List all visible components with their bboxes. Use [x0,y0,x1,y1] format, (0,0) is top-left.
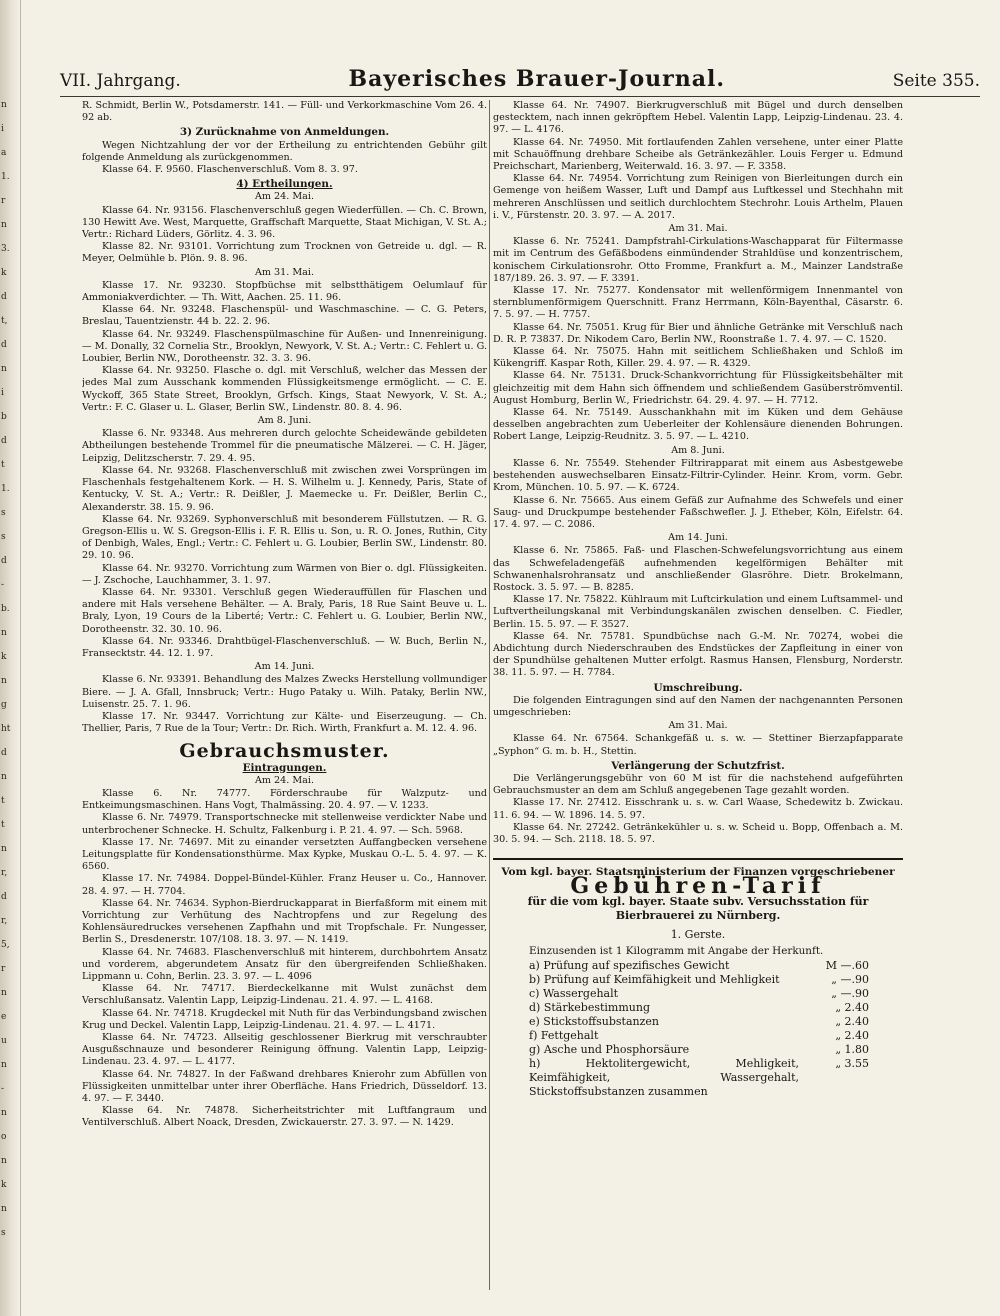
entry-paragraph: Klasse 6. Nr. 75549. Stehender Filtrirapparat mit einem aus Asbestgewebe bestehenden auswechselbaren Einsatz-Filtrir-Cylinder. Heinr. Krom, vorm. Gebr. Krom, München. 10. 5. 97. — K. 6724. [493,457,903,494]
entry-paragraph: Klasse 64. Nr. 75075. Hahn mit seitlichem Schließhaken und Schloß im Kükengriff. Kaspar Roth, Killer. 29. 4. 97. — R. 4329. [493,346,903,370]
entry-paragraph: Klasse 64. Nr. 74950. Mit fortlaufenden Zahlen versehene, unter einer Platte mit Schauöffnung drehbare Scheibe als Getränkezähler. Louis Ferger u. Edmund Preichschart, Marienberg, Weiterwald. 16. 3. 97. — F. 3358. [493,136,903,173]
gutter-fragment: k [1,268,7,278]
gutter-fragment: n [1,364,7,374]
entry-paragraph: Klasse 6. Nr. 93391. Behandlung des Malzes Zwecks Herstellung vollmundiger Biere. — J. A. Gfall, Innsbruck; Vertr.: Hugo Pataky u. Wilh. Pataky, Berlin NW., Luisenstr. 25. 7. 1. 96. [82,674,487,710]
gutter-fragment: s [1,1228,6,1238]
gutter-fragment: r [1,964,6,974]
date-heading: Am 8. Juni. [257,415,312,427]
entry-paragraph: Klasse 64. Nr. 67564. Schankgefäß u. s. w. — Stettiner Bierzapfapparate „Syphon“ G. m. b. H., Stettin. [493,733,903,757]
entry-paragraph: Klasse 64. Nr. 75051. Krug für Bier und ähnliche Getränke mit Verschluß nach D. R. P. 73837. Dr. Nikodem Caro, Berlin NW., Roonstraße 1. 7. 4. 97. — C. 1520. [493,321,903,345]
gutter-fragment: n [1,676,7,686]
date-heading: Am 31. Mai. [668,223,728,235]
fee-price: „ 1.80 [835,1043,869,1056]
entry-paragraph: Klasse 64. Nr. 74827. In der Faßwand drehbares Knierohr zum Abfüllen von Flüssigkeiten unmittelbar unter ihrer Oberfläche. Hans Friedrich, Düsseldorf. 13. 4. 97. — F. 3440. [82,1068,487,1105]
entry-paragraph: Klasse 64. Nr. 93268. Flaschenverschluß mit zwischen zwei Vorsprüngen im Flaschenhals festgehaltenem Kork. — H. S. Wilhelm u. J. Kennedy, Paris, State of Kentucky, V. St. A.; Vertr.: R. Deißler, J. Maemecke u. Fr. Deißler, Berlin C., Alexanderstr. 38. 15. 9. 96. [82,464,487,513]
gutter-fragment: 1. [1,484,10,494]
entry-paragraph: Klasse 64. Nr. 93301. Verschluß gegen Wiederauffüllen für Flaschen und andere mit Hals versehene Behälter. — A. Braly, Paris, 18 Rue Saint Beuve u. L. Braly, Lyon, 19 Cours de la Liberté; Vertr.: C. Fehlert u. G. Loubier, Berlin NW., Dorotheenstr. 32. 30. 10. 96. [82,586,487,635]
fee-label: f) Fettgehalt [529,1029,599,1042]
gutter-fragment: d [1,748,7,758]
gutter-fragment: s [1,532,6,542]
gutter-fragment: n [1,100,7,110]
gutter-fragment: - [1,1084,5,1094]
column-divider [489,100,490,1290]
fee-row [529,1043,869,1057]
fee-row [529,959,869,973]
fee-tariff-box [493,858,903,1099]
gutter-fragment: 3. [1,244,10,254]
gutter-fragment: d [1,892,7,902]
entry-paragraph: Klasse 17. Nr. 93230. Stopfbüchse mit selbstthätigem Oelumlauf für Ammoniakverdichter. — Th. Witt, Aachen. 25. 11. 96. [82,279,487,304]
entry-paragraph: Klasse 6. Nr. 75665. Aus einem Gefäß zur Aufnahme des Schwefels und einer Saug- und Druckpumpe bestehender Faßschwefler. J. J. Etheber, Köln, Eifelstr. 64. 17. 4. 97. — C. 2086. [493,494,903,530]
gutter-fragment: r, [1,868,8,878]
date-heading: Am 31. Mai. [254,266,315,278]
entry-paragraph: Klasse 64. Nr. 75131. Druck-Schankvorrichtung für Flüssigkeitsbehälter mit gleichzeitig mit dem Hahn sich öffnendem und schließendem Gasüberströmventil. August Homburg, Berlin W., Friedrichstr. 64. 29. 4. 97. — H. 7712. [493,370,903,406]
entry-paragraph: Klasse 17. Nr. 75822. Kühlraum mit Luftcirkulation und einem Luftsammel- und Luftvertheilungskanal mit Verbindungskanälen zwischen denselben. C. Fiedler, Berlin. 15. 5. 97. — F. 3527. [493,594,903,630]
gutter-fragment: t, [1,316,8,326]
fee-price: „ 2.40 [835,1029,869,1042]
gutter-fragment: n [1,1156,7,1166]
fee-label: d) Stärkebestimmung [529,1001,650,1014]
entry-paragraph: Klasse 64. Nr. 93248. Flaschenspül- und Waschmaschine. — C. G. Peters, Breslau, Tauentzienstr. 44 b. 22. 2. 96. [82,304,487,328]
fee-label: c) Wassergehalt [529,987,619,1000]
gutter-fragment: ht [1,724,11,734]
entry-paragraph: Klasse 6. Nr. 93348. Aus mehreren durch gelochte Scheidewände gebildeten Abtheilungen bestehende Trommel für die pneumatische Mälzerei. — C. H. Jäger, Leipzig, Delitzscherstr. 7. 29. 4. 95. [82,428,487,464]
fee-label: h) Hektolitergewicht, Mehligkeit, Keimfähigkeit, Wassergehalt, Stickstoffsubstanzen zusammen [529,1057,799,1098]
gutter-fragment: n [1,772,7,782]
gutter-fragment: d [1,556,7,566]
entry-paragraph: Klasse 17. Nr. 75277. Kondensator mit wellenförmigem Innenmantel von sternblumenförmigem Querschnitt. Franz Herrmann, Köln-Bayenthal, Cäsarstr. 6. 7. 5. 97. — H. 7757. [493,285,903,321]
fee-price: M —.60 [825,959,869,972]
tariff-section: 1. Gerste. [670,927,726,941]
gutter-fragment: - [1,580,5,590]
gutter-fragment: k [1,1180,7,1190]
entry-paragraph: Klasse 64. Nr. 74718. Krugdeckel mit Nuth für das Verbindungsband zwischen Krug und Deckel. Valentin Lapp, Leipzig-Lindenau. 21. 4. 97. — L. 4171. [82,1007,487,1031]
entry-paragraph: Klasse 64. Nr. 93269. Syphonverschluß mit besonderem Füllstutzen. — R. G. Gregson-Ellis u. W. S. Gregson-Ellis i. F. R. Ellis u. Son, u. R. O. Jones, Ruthin, City of Denbigh, Wales, Engl.; Vertr.: C. Fehlert u. G. Loubier, Berlin SW., Lindenstr. 80. 29. 10. 96. [82,513,487,562]
entry-paragraph: Klasse 6. Nr. 75241. Dampfstrahl-Cirkulations-Waschapparat für Filtermasse mit im Centrum des Gefäßbodens einmündender Strahldüse und konzentrischem, konischem Cirkulationsrohr. Otto Fromme, Frankfurt a. M., Mainzer Landstraße 187/189. 26. 3. 97. — F. 3391. [493,236,903,284]
fee-row [529,1001,869,1015]
entry-paragraph: Klasse 64. Nr. 74954. Vorrichtung zum Reinigen von Bierleitungen durch ein Gemenge von heißem Wasser, Luft und Dampf aus Luftkessel und Stechhahn mit mehreren Anschlüssen und seitlich durchlochtem Stechrohr. Louis Arthelm, Plauen i. V., Fürstenstr. 20. 3. 97. — A. 2017. [493,173,903,221]
entry-paragraph: Die folgenden Eintragungen sind auf den Namen der nachgenannten Personen umgeschrieben: [493,694,903,718]
gutter-fragment: n [1,1060,7,1070]
entry-paragraph: Klasse 64. F. 9560. Flaschenverschluß. Vom 8. 3. 97. [102,164,358,176]
entry-paragraph: Klasse 64. Nr. 93156. Flaschenverschluß gegen Wiederfüllen. — Ch. C. Brown, 130 Hewitt Ave. West, Marquette, Graffschaft Marquette, Staat Michigan, V. St. A.; Vertr.: Richard Lüders, Görlitz. 4. 3. 96. [82,204,487,241]
section-heading: 4) Ertheilungen. [236,178,333,191]
entry-paragraph: Klasse 64. Nr. 27242. Getränkekühler u. s. w. Scheid u. Bopp, Offenbach a. M. 30. 5. 94. — Sch. 2118. 18. 5. 97. [493,821,903,845]
tariff-title: Gebühren-Tarif [570,873,826,900]
entry-paragraph: Klasse 64. Nr. 74723. Allseitig geschlossener Bierkrug mit verschraubter Ausgußschnauze und besonderer Reinigung öffnung. Valentin Lapp, Leipzig-Lindenau. 23. 4. 97. — L. 4177. [82,1032,487,1068]
entry-paragraph: Klasse 64. Nr. 75781. Spundbüchse nach G.-M. Nr. 70274, wobei die Abdichtung durch Niederschrauben des Endstückes der Zapfleitung in einer von der Spundhülse gehaltenen Mutter erfolgt. Rasmus Hansen, Flensburg, Norderstr. 38. 11. 5. 97. — H. 7784. [493,630,903,679]
gutter-fragment: 1. [1,172,10,182]
section-heading: Umschreibung. [653,681,743,694]
gutter-fragment: s [1,508,6,518]
date-heading: Am 31. Mai. [668,720,728,732]
volume-label: VII. Jahrgang. [60,71,181,91]
right-column [493,100,903,1290]
gutter-fragment: o [1,1132,7,1142]
date-heading: Am 24. Mai. [254,191,315,203]
entry-paragraph: Klasse 64. Nr. 74717. Bierdeckelkanne mit Wulst zunächst dem Verschlußansatz. Valentin Lapp, Leipzig-Lindenau. 21. 4. 97. — L. 4168. [82,983,487,1007]
gutter-fragment: i [1,388,4,398]
gutter-fragment: b. [1,604,10,614]
fee-label: e) Stickstoffsubstanzen [529,1015,659,1028]
gutter-fragment: n [1,844,7,854]
fee-label: g) Asche und Phosphorsäure [529,1043,690,1056]
fee-list [493,959,903,1099]
tariff-note: Einzusenden ist 1 Kilogramm mit Angabe der Herkunft. [529,944,824,957]
date-heading: Am 24. Mai. [254,774,315,786]
date-heading: Am 8. Juni. [671,444,725,456]
gutter-fragment: u [1,1036,7,1046]
entry-paragraph: Klasse 64. Nr. 75149. Ausschankhahn mit im Küken und dem Gehäuse desselben angebrachten zum Ueberleiter der Kohlensäure dienenden Bohrungen. Robert Lange, Leipzig-Reudnitz. 3. 5. 97. — L. 4210. [493,407,903,443]
entry-paragraph: Klasse 17. Nr. 74697. Mit zu einander versetzten Auffangbecken versehene Leitungsplatte für Kondensationsthürme. Max Kypke, Muskau O.-L. 5. 4. 97. — K. 6560. [82,836,487,873]
gutter-fragment: d [1,340,7,350]
entry-paragraph: R. Schmidt, Berlin W., Potsdamerstr. 141. — Füll- und Verkorkmaschine Vom 26. 4. 92 ab. [82,100,487,124]
journal-title: Bayerisches Brauer-Journal. [348,66,725,92]
entry-paragraph: Klasse 64. Nr. 93346. Drahtbügel-Flaschenverschluß. — W. Buch, Berlin N., Fransecktstr. 44. 12. 1. 97. [82,635,487,659]
entry-paragraph: Klasse 6. Nr. 74777. Förderschraube für Walzputz- und Entkeimungsmaschinen. Hans Vogt, Thalmässing. 20. 4. 97. — V. 1233. [82,787,487,812]
fee-price: „ —.90 [831,987,869,1000]
fee-price: „ 2.40 [835,1001,869,1014]
entry-paragraph: Klasse 64. Nr. 74907. Bierkrugverschluß mit Bügel und durch denselben gestecktem, nach innen gekröpftem Hebel. Valentin Lapp, Leipzig-Lindenau. 23. 4. 97. — L. 4176. [493,100,903,136]
gutter-fragment: r, [1,916,8,926]
section-heading: Verlängerung der Schutzfrist. [611,759,785,772]
left-column [82,100,487,1290]
fee-row [529,973,869,987]
binding-gutter [0,0,21,1316]
date-heading: Am 14. Juni. [254,661,315,673]
gutter-fragment: n [1,628,7,638]
page-header [60,66,980,97]
entry-paragraph: Klasse 64. Nr. 74683. Flaschenverschluß mit hinterem, durchbohrtem Ansatz und vorderem, abgerundetem Ansatz für den übergreifenden Schließhaken. Lippmann u. Cohn, Berlin. 23. 3. 97. — L. 4096 [82,946,487,983]
tariff-subtitle: für die vom kgl. bayer. Staate subv. Versuchsstation für Bierbrauerei zu Nürnberg. [527,894,869,922]
gutter-fragment: r [1,196,6,206]
section-heading: 3) Zurücknahme von Anmeldungen. [179,126,390,139]
entry-paragraph: Klasse 64. Nr. 93270. Vorrichtung zum Wärmen von Bier o. dgl. Flüssigkeiten. — J. Zschoche, Lauchhammer, 3. 1. 97. [82,562,487,586]
major-heading: Gebrauchsmuster. [179,740,390,763]
entry-paragraph: Klasse 64. Nr. 74878. Sicherheitstrichter mit Luftfangraum und Ventilverschluß. Albert Noack, Dresden, Zwickauerstr. 27. 3. 97. — N. 1429. [82,1105,487,1129]
fee-label: b) Prüfung auf Keimfähigkeit und Mehligkeit [529,973,780,986]
gutter-fragment: t [1,796,5,806]
entry-paragraph: Klasse 17. Nr. 74984. Doppel-Bündel-Kühler. Franz Heuser u. Co., Hannover. 28. 4. 97. — H. 7704. [82,873,487,897]
gutter-fragment: t [1,820,5,830]
gutter-fragment: e [1,1012,7,1022]
section-heading: Eintragungen. [242,761,327,774]
fee-row [529,987,869,1001]
date-heading: Am 14. Juni. [668,532,728,544]
fee-price: „ 3.55 [835,1057,869,1070]
entry-paragraph: Klasse 6. Nr. 75865. Faß- und Flaschen-Schwefelungsvorrichtung aus einem das Schwefeladengefäß aufnehmenden kegelförmigen Behälter mit Schwanenhalsrohransatz und anschließender Glasröhre. Dietr. Brokelmann, Rostock. 3. 5. 97. — B. 8285. [493,545,903,593]
entry-paragraph: Wegen Nichtzahlung der vor der Ertheilung zu entrichtenden Gebühr gilt folgende Anmeldung als zurückgenommen. [82,139,487,163]
gutter-fragment: n [1,220,7,230]
gutter-fragment: a [1,148,7,158]
gutter-fragment: n [1,1204,7,1214]
entry-paragraph: Klasse 64. Nr. 74634. Syphon-Bierdruckapparat in Bierfaßform mit einem mit Vorrichtung zur Verhütung des Nachtropfens und zur Regelung des Kohlensäuredruckes versehenen Zapfhahn und mit Tropfschale. Fr. Nungesser, Berlin S., Dresdenerstr. 107/108. 18. 3. 97. — N. 1419. [82,897,487,946]
gutter-fragment: g [1,700,7,710]
gutter-fragment: k [1,652,7,662]
gutter-fragment: t [1,460,5,470]
fee-row [529,1029,869,1043]
entry-paragraph: Klasse 64. Nr. 93249. Flaschenspülmaschine für Außen- und Innenreinigung. — M. Donally, 32 Cornelia Str., Brooklyn, Newyork, V. St. A.; Vertr.: C. Fehlert u. G. Loubier, Berlin NW., Dorotheenstr. 32. 3. 3. 96. [82,328,487,365]
right-column-entries [493,100,903,846]
gutter-fragment: 5, [1,940,10,950]
fee-row [529,1015,869,1029]
fee-price: „ 2.40 [835,1015,869,1028]
entry-paragraph: Klasse 82. Nr. 93101. Vorrichtung zum Trocknen von Getreide u. dgl. — R. Meyer, Oelmühle b. Plön. 9. 8. 96. [82,241,487,265]
fee-price: „ —.90 [831,973,869,986]
gutter-fragment: b [1,412,7,422]
fee-row [529,1057,869,1099]
gutter-fragment: d [1,436,7,446]
fee-label: a) Prüfung auf spezifisches Gewicht [529,959,730,972]
entry-paragraph: Klasse 6. Nr. 74979. Transportschnecke mit stellenweise verdickter Nabe und unterbrochener Schnecke. H. Schultz, Falkenburg i. P. 21. 4. 97. — Sch. 5968. [82,812,487,836]
entry-paragraph: Klasse 17. Nr. 27412. Eisschrank u. s. w. Carl Waase, Schedewitz b. Zwickau. 11. 6. 94. — W. 1896. 14. 5. 97. [493,797,903,821]
gutter-fragment: i [1,124,4,134]
gutter-fragment: n [1,1108,7,1118]
entry-paragraph: Klasse 64. Nr. 93250. Flasche o. dgl. mit Verschluß, welcher das Messen der jedes Mal zum Ausschank kommenden Flüssigkeitsmenge ermöglicht. — C. E. Wyckoff, 365 State Street, Brooklyn, Grfsch. Kings, Staat Newyork, V. St. A.; Vertr.: F. C. Glaser u. L. Glaser, Berlin SW., Lindenstr. 80. 8. 4. 96. [82,365,487,413]
page-number: Seite 355. [892,71,980,91]
gutter-fragment: n [1,988,7,998]
entry-paragraph: Klasse 17. Nr. 93447. Vorrichtung zur Kälte- und Eiserzeugung. — Ch. Thellier, Paris, 7 Rue de la Tour; Vertr.: Dr. Rich. Wirth, Frankfurt a. M. 12. 4. 96. [82,710,487,735]
tariff-intro: Vom kgl. bayer. Staatsministerium der Finanzen vorgeschriebener [501,866,895,879]
entry-paragraph: Die Verlängerungsgebühr von 60 M ist für die nachstehend aufgeführten Gebrauchsmuster an dem am Schluß angegebenen Tage gezahlt worden. [493,772,903,797]
gutter-fragment: d [1,292,7,302]
